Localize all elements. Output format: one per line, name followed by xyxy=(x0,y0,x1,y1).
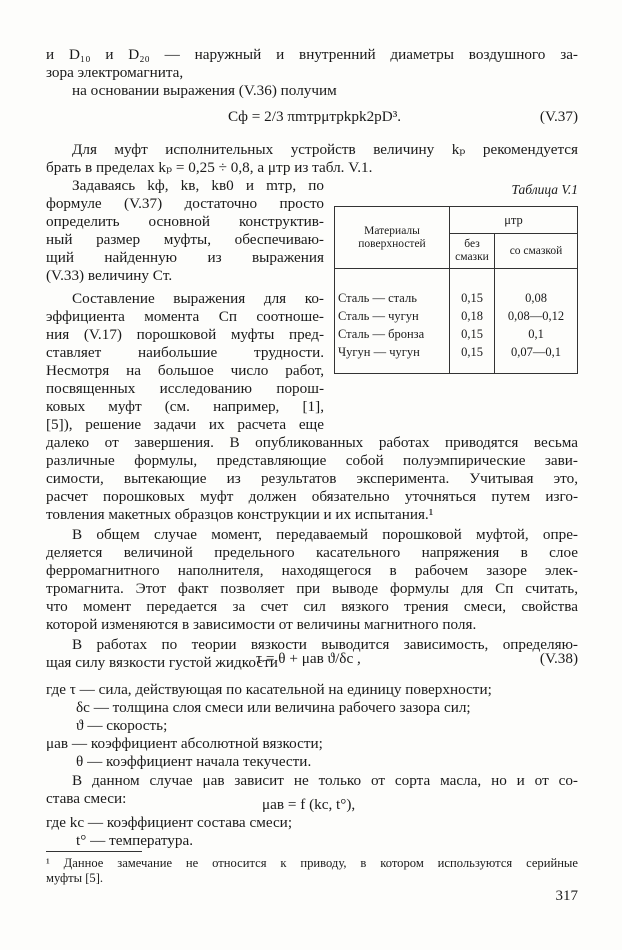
text-line: [5]), решение задачи их расчета еще xyxy=(46,416,324,433)
footnote-line: муфты [5]. xyxy=(46,871,104,885)
text-line: на основании выражения (V.36) получим xyxy=(72,82,337,99)
text-line: различные формулы, представляющие собой полуэмпирические зави- xyxy=(46,452,578,469)
cell-material: Чугун — чугун xyxy=(335,343,450,374)
cell-dry: 0,18 xyxy=(450,307,495,325)
text-line: ϑ — скорость; xyxy=(76,717,168,734)
text-line: В данном случае μав зависит не только от сорта масла, но и от со- xyxy=(72,772,578,789)
cell-material: Сталь — сталь xyxy=(335,269,450,308)
text-line: товления макетных образцов конструкции и их испытания.¹ xyxy=(46,506,434,523)
cell-lubricated: 0,08—0,12 xyxy=(495,307,578,325)
header-with-lubrication: со смазкой xyxy=(495,234,578,269)
text-line: определить основной конструктив- xyxy=(46,213,324,230)
text-line: μав — коэффициент абсолютной вязкости; xyxy=(46,735,323,752)
text-line: расчет порошковых муфт должен обязательно уточняться путем изго- xyxy=(46,488,578,505)
text-line: далеко от завершения. В опубликованных работах приводятся весьма xyxy=(46,434,578,451)
text-line: θ — коэффициент начала текучести. xyxy=(76,753,312,770)
cell-material: Сталь — бронза xyxy=(335,325,450,343)
formula-v37-number: (V.37) xyxy=(539,108,578,125)
text-line: В общем случае момент, передаваемый порошковой муфтой, опре- xyxy=(72,526,578,543)
text-line: (V.33) величину Cт. xyxy=(46,267,173,284)
text-line: ный размер муфты, обеспечиваю- xyxy=(46,231,324,248)
cell-material: Сталь — чугун xyxy=(335,307,450,325)
header-mu: μтр xyxy=(450,207,578,234)
formula-v37: Cф = 2/3 πmтрμтрkрk2рD³. xyxy=(228,108,402,125)
cell-lubricated: 0,1 xyxy=(495,325,578,343)
table-row xyxy=(335,325,578,343)
cell-dry: 0,15 xyxy=(450,343,495,374)
text-line: зора электромагнита, xyxy=(46,64,184,81)
text-line: тромагнита. Этот факт позволяет при выводе формулы для Cп считать, xyxy=(46,580,578,597)
formula-mu-av: μав = f (kс, t°), xyxy=(262,796,356,813)
text-line: Для муфт исполнительных устройств величину kₚ рекомендуется xyxy=(72,141,578,158)
text-line: формуле (V.37) достаточно просто xyxy=(46,195,324,212)
text-line: В работах по теории вязкости выводится зависимость, определяю- xyxy=(72,636,578,653)
text-line: симости, вытекающие из результатов эксперимента. Учитывая это, xyxy=(46,470,578,487)
table-caption: Таблица V.1 xyxy=(511,182,578,197)
text-line: которой изменяются в зависимости от величины магнитного поля. xyxy=(46,616,477,633)
text-line: ковых муфт (см. например, [1], xyxy=(46,398,324,415)
text-line: посвященных исследованию порош- xyxy=(46,380,324,397)
text-line: брать в пределах kₚ = 0,25 ÷ 0,8, а μтр из табл. V.1. xyxy=(46,159,373,176)
cell-dry: 0,15 xyxy=(450,269,495,308)
text-line: где τ — сила, действующая по касательной на единицу поверхности; xyxy=(46,681,492,698)
text-line: Несмотря на большое число работ, xyxy=(46,362,324,379)
text-line: и D₁₀ и D₂₀ — наружный и внутренний диаметры воздушного за- xyxy=(46,46,578,63)
text-line: става смеси: xyxy=(46,790,127,807)
text-line: δс — толщина слоя смеси или величина рабочего зазора сил; xyxy=(76,699,471,716)
footnote-line: ¹ Данное замечание не относится к приводу, в котором используются серийные xyxy=(46,856,578,870)
text-line: ферромагнитного наполнителя, находящегося в рабочем зазоре элек- xyxy=(46,562,578,579)
cell-lubricated: 0,07—0,1 xyxy=(495,343,578,374)
header-without-lubrication: без смазки xyxy=(450,234,495,269)
footnote-rule xyxy=(46,851,142,852)
cell-dry: 0,15 xyxy=(450,325,495,343)
friction-table xyxy=(334,206,578,374)
cell-lubricated: 0,08 xyxy=(495,269,578,308)
formula-v38: τ = θ + μав ϑ/δс , xyxy=(256,650,361,667)
table-row xyxy=(335,307,578,325)
text-line: деляется величиной предельного касательного напряжения в слое xyxy=(46,544,578,561)
text-line: что момент передается за счет сил вязкого трения смеси, свойства xyxy=(46,598,578,615)
text-line: ния (V.17) порошковой муфты пред- xyxy=(46,326,324,343)
formula-v38-number: (V.38) xyxy=(539,650,578,667)
text-line: Составление выражения для ко- xyxy=(72,290,324,307)
table-row xyxy=(335,343,578,374)
table-row xyxy=(335,269,578,308)
page-number: 317 xyxy=(555,888,578,904)
table-header-row xyxy=(335,207,578,234)
text-line: эффициента момента Cп соотноше- xyxy=(46,308,324,325)
text-line: t° — температура. xyxy=(76,832,194,849)
header-materials: Материалы поверхностей xyxy=(335,207,450,269)
text-line: где kс — коэффициент состава смеси; xyxy=(46,814,293,831)
text-line: Задаваясь kф, kв, kв0 и mтр, по xyxy=(72,177,324,194)
text-line: щий найденную из выражения xyxy=(46,249,324,266)
text-line: ставляет наибольшие трудности. xyxy=(46,344,324,361)
text-line: щая силу вязкости густой жидкости xyxy=(46,654,278,671)
